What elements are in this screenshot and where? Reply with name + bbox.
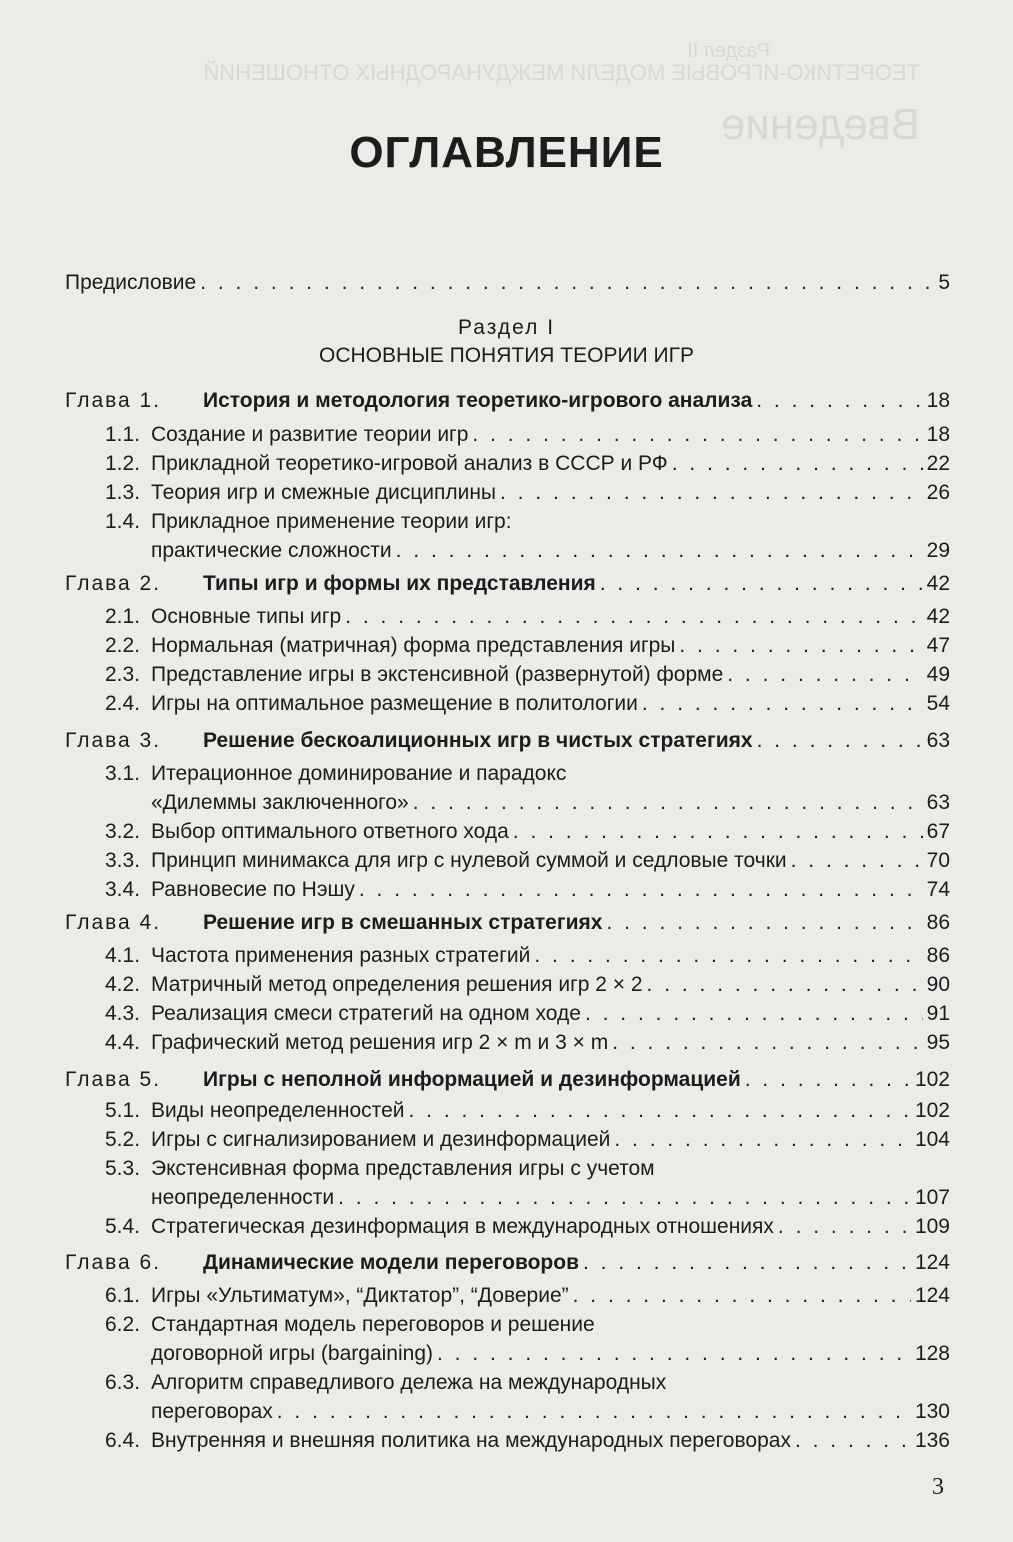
subsection-entry-2-4 — [105, 689, 950, 718]
section-title: ОСНОВНЫЕ ПОНЯТИЯ ТЕОРИИ ИГР — [319, 344, 694, 367]
subsection-page: 128 — [914, 1342, 950, 1365]
chapter-title: Игры с неполной информацией и дезинформацией — [203, 1068, 741, 1091]
leader-dots — [612, 1028, 922, 1057]
chapter-number: Глава 6. — [65, 1251, 162, 1274]
subsection-page: 54 — [926, 692, 950, 715]
leader-dots — [583, 1248, 911, 1277]
subsection-title: Основные типы игр — [151, 605, 342, 628]
leader-dots — [672, 449, 923, 478]
subsection-page: 91 — [926, 1002, 950, 1025]
subsection-page: 18 — [926, 423, 950, 446]
subsection-entry-5-2 — [105, 1125, 950, 1154]
subsection-title-continued: «Дилеммы заключенного» — [151, 791, 409, 814]
subsection-number: 5.3. — [105, 1157, 141, 1180]
leader-dots — [413, 788, 923, 817]
subsection-number: 1.3. — [105, 481, 141, 504]
subsection-page: 47 — [926, 634, 950, 657]
subsection-title: Равновесие по Нэшу — [151, 878, 355, 901]
subsection-entry-4-3 — [105, 999, 950, 1028]
subsection-entry-5-3 — [105, 1154, 950, 1183]
chapter-title: Решение игр в смешанных стратегиях — [203, 911, 603, 934]
subsection-number: 3.2. — [105, 820, 141, 843]
subsection-title: Матричный метод определения решения игр 2 × 2 — [151, 973, 643, 996]
subsection-title: Представление игры в экстенсивной (развернутой) форме — [151, 663, 724, 686]
subsection-title: Прикладное применение теории игр: — [151, 510, 512, 533]
subsection-title: Графический метод решения игр 2 × m и 3 × m — [151, 1031, 609, 1054]
subsection-title-continued: неопределенности — [151, 1186, 335, 1209]
subsection-page: 63 — [926, 791, 950, 814]
subsection-title: Итерационное доминирование и парадокс — [151, 762, 567, 785]
subsection-page: 67 — [926, 820, 950, 843]
chapter-page: 63 — [926, 729, 950, 752]
subsection-title: Прикладной теоретико-игровой анализ в СССР и РФ — [151, 452, 668, 475]
subsection-number: 6.4. — [105, 1429, 141, 1452]
chapter-number: Глава 1. — [65, 389, 162, 412]
chapter-page: 18 — [926, 389, 950, 412]
subsection-entry-3-1 — [105, 759, 950, 788]
subsection-number: 3.1. — [105, 762, 141, 785]
subsection-entry-6-3 — [105, 1368, 950, 1397]
subsection-number: 4.1. — [105, 944, 141, 967]
subsection-title: Алгоритм справедливого дележа на международных — [151, 1371, 667, 1394]
subsection-page: 95 — [926, 1031, 950, 1054]
subsection-number: 2.2. — [105, 634, 141, 657]
chapter-page: 102 — [914, 1068, 950, 1091]
leader-dots — [795, 1426, 911, 1455]
subsection-title: Частота применения разных стратегий — [151, 944, 531, 967]
preface-page: 5 — [938, 271, 950, 294]
subsection-entry-1-2 — [105, 449, 950, 478]
leader-dots — [408, 1096, 910, 1125]
subsection-number: 5.4. — [105, 1215, 141, 1238]
leader-dots — [778, 1212, 911, 1241]
subsection-number: 4.2. — [105, 973, 141, 996]
subsection-title: Теория игр и смежные дисциплины — [151, 481, 497, 504]
chapter-entry-2 — [65, 569, 950, 598]
subsection-title: Стандартная модель переговоров и решение — [151, 1313, 595, 1336]
preface-label: Предисловие — [65, 271, 197, 294]
subsection-title: Реализация смеси стратегий на одном ходе — [151, 1002, 581, 1025]
leader-dots — [345, 602, 922, 631]
subsection-number: 1.4. — [105, 510, 141, 533]
subsection-entry-1-1 — [105, 420, 950, 449]
subsection-entry-1-4 — [105, 507, 950, 536]
subsection-number: 1.2. — [105, 452, 141, 475]
chapter-entry-3 — [65, 726, 950, 755]
subsection-entry-3-3 — [105, 846, 950, 875]
subsection-page: 90 — [926, 973, 950, 996]
subsection-entry-6-4 — [105, 1426, 950, 1455]
subsection-entry-2-3 — [105, 660, 950, 689]
subsection-number: 2.3. — [105, 663, 141, 686]
leader-dots — [200, 268, 934, 297]
subsection-entry-4-2 — [105, 970, 950, 999]
subsection-entry-3-4 — [105, 875, 950, 904]
subsection-entry-1-4-cont — [151, 536, 950, 565]
subsection-title: Игры «Ультиматум», “Диктатор”, “Доверие” — [151, 1284, 569, 1307]
subsection-page: 136 — [914, 1429, 950, 1452]
chapter-entry-5 — [65, 1065, 950, 1094]
page-number: 3 — [932, 1474, 944, 1500]
subsection-title-continued: практические сложности — [151, 539, 392, 562]
subsection-number: 4.4. — [105, 1031, 141, 1054]
subsection-title-continued: договорной игры (bargaining) — [151, 1342, 433, 1365]
subsection-number: 2.4. — [105, 692, 141, 715]
subsection-page: 104 — [914, 1128, 950, 1151]
chapter-page: 124 — [914, 1251, 950, 1274]
subsection-page: 26 — [926, 481, 950, 504]
subsection-title: Игры на оптимальное размещение в политологии — [151, 692, 638, 715]
subsection-page: 42 — [926, 605, 950, 628]
subsection-page: 109 — [914, 1215, 950, 1238]
subsection-entry-5-1 — [105, 1096, 950, 1125]
leader-dots — [757, 726, 923, 755]
subsection-number: 2.1. — [105, 605, 141, 628]
bleed-through-background: Раздел II ТЕОРЕТИКО-ИГРОВЫЕ МОДЕЛИ МЕЖДУНАРОДНЫХ ОТНОШЕНИЙ Введение — [203, 40, 920, 149]
subsection-entry-4-4 — [105, 1028, 950, 1057]
leader-dots — [745, 1065, 911, 1094]
subsection-entry-1-3 — [105, 478, 950, 507]
leader-dots — [585, 999, 923, 1028]
leader-dots — [606, 908, 922, 937]
chapter-page: 86 — [926, 911, 950, 934]
subsection-entry-6-3-cont — [151, 1397, 950, 1426]
leader-dots — [791, 846, 923, 875]
leader-dots — [338, 1183, 911, 1212]
chapter-entry-1 — [65, 386, 950, 415]
section-label: Раздел I — [457, 316, 556, 339]
page-title: ОГЛАВЛЕНИЕ — [349, 128, 664, 177]
subsection-page: 102 — [914, 1099, 950, 1122]
subsection-page: 29 — [926, 539, 950, 562]
subsection-title: Нормальная (матричная) форма представления игры — [151, 634, 676, 657]
leader-dots — [573, 1281, 911, 1310]
subsection-entry-2-2 — [105, 631, 950, 660]
leader-dots — [600, 569, 923, 598]
subsection-number: 5.1. — [105, 1099, 141, 1122]
subsection-number: 5.2. — [105, 1128, 141, 1151]
subsection-page: 74 — [926, 878, 950, 901]
chapter-number: Глава 2. — [65, 572, 162, 595]
leader-dots — [614, 1125, 911, 1154]
subsection-title: Выбор оптимального ответного хода — [151, 820, 509, 843]
chapter-number: Глава 4. — [65, 911, 162, 934]
subsection-number: 6.1. — [105, 1284, 141, 1307]
leader-dots — [277, 1397, 911, 1426]
subsection-page: 22 — [926, 452, 950, 475]
leader-dots — [513, 817, 923, 846]
subsection-page: 124 — [914, 1284, 950, 1307]
subsection-title: Создание и развитие теории игр — [151, 423, 469, 446]
leader-dots — [756, 386, 922, 415]
leader-dots — [727, 660, 922, 689]
leader-dots — [500, 478, 923, 507]
subsection-number: 6.3. — [105, 1371, 141, 1394]
leader-dots — [679, 631, 922, 660]
subsection-entry-5-3-cont — [151, 1183, 950, 1212]
subsection-number: 6.2. — [105, 1313, 141, 1336]
chapter-title: История и методология теоретико-игрового анализа — [203, 389, 753, 412]
leader-dots — [437, 1339, 911, 1368]
chapter-page: 42 — [926, 572, 950, 595]
subsection-title-continued: переговорах — [151, 1400, 273, 1423]
subsection-number: 4.3. — [105, 1002, 141, 1025]
subsection-page: 86 — [926, 944, 950, 967]
subsection-title: Экстенсивная форма представления игры с учетом — [151, 1157, 655, 1180]
leader-dots — [396, 536, 923, 565]
leader-dots — [472, 420, 922, 449]
subsection-title: Стратегическая дезинформация в международных отношениях — [151, 1215, 774, 1238]
subsection-page: 130 — [914, 1400, 950, 1423]
leader-dots — [647, 970, 923, 999]
subsection-entry-2-1 — [105, 602, 950, 631]
subsection-title: Принцип минимакса для игр с нулевой суммой и седловые точки — [151, 849, 787, 872]
chapter-number: Глава 5. — [65, 1068, 162, 1091]
subsection-entry-3-1-cont — [151, 788, 950, 817]
preface-entry — [65, 268, 950, 297]
chapter-title: Динамические модели переговоров — [203, 1251, 579, 1274]
subsection-page: 107 — [914, 1186, 950, 1209]
subsection-entry-4-1 — [105, 941, 950, 970]
subsection-page: 70 — [926, 849, 950, 872]
leader-dots — [359, 875, 923, 904]
leader-dots — [642, 689, 923, 718]
chapter-entry-6 — [65, 1248, 950, 1277]
chapter-title: Типы игр и формы их представления — [203, 572, 596, 595]
subsection-page: 49 — [926, 663, 950, 686]
leader-dots — [534, 941, 922, 970]
subsection-entry-6-1 — [105, 1281, 950, 1310]
subsection-entry-3-2 — [105, 817, 950, 846]
subsection-title: Игры с сигнализированием и дезинформацией — [151, 1128, 611, 1151]
subsection-entry-6-2 — [105, 1310, 950, 1339]
subsection-number: 3.4. — [105, 878, 141, 901]
subsection-title: Внутренняя и внешняя политика на международных переговорах — [151, 1429, 791, 1452]
subsection-entry-6-2-cont — [151, 1339, 950, 1368]
subsection-entry-5-4 — [105, 1212, 950, 1241]
subsection-title: Виды неопределенностей — [151, 1099, 405, 1122]
subsection-number: 1.1. — [105, 423, 141, 446]
chapter-number: Глава 3. — [65, 729, 162, 752]
chapter-title: Решение бескоалиционных игр в чистых стратегиях — [203, 729, 753, 752]
subsection-number: 3.3. — [105, 849, 141, 872]
chapter-entry-4 — [65, 908, 950, 937]
